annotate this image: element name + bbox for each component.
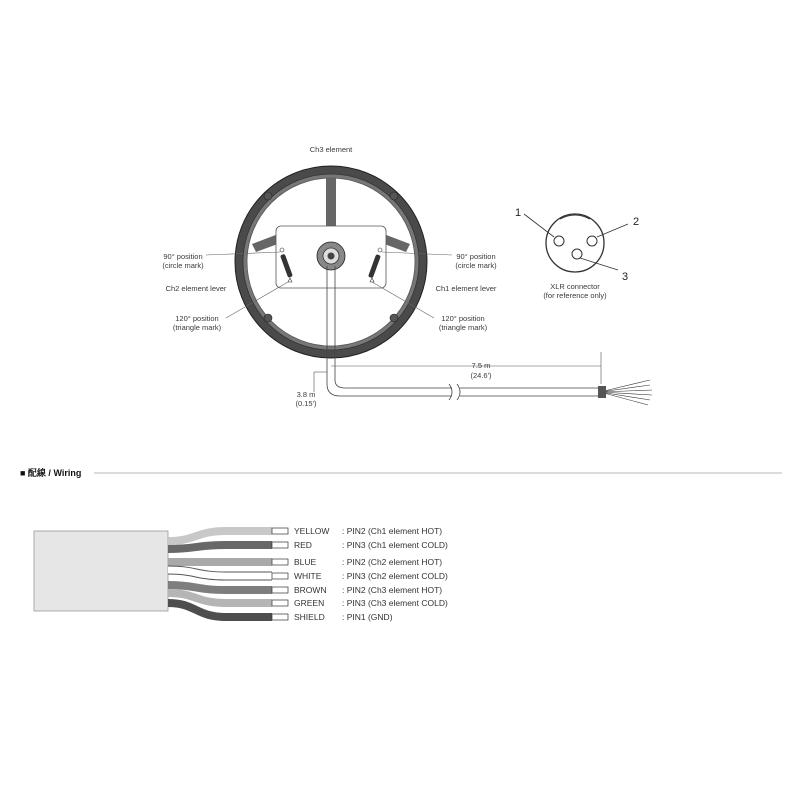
- xlr-caption: XLR connector: [550, 282, 600, 291]
- ch1-lever-label: Ch1 element lever: [435, 284, 497, 293]
- wire-red: [168, 540, 448, 550]
- screw-icon: [264, 192, 272, 200]
- cable-jacket: [34, 531, 168, 611]
- xlr-connector: [524, 214, 628, 272]
- xlr-pin-2-label: 2: [632, 216, 640, 228]
- wire-brown: [168, 585, 442, 595]
- left-triangle-mark-label: (triangle mark): [172, 323, 222, 332]
- right-120-position-label: 120° position: [441, 314, 485, 323]
- wire-color-label: WHITE: [294, 571, 322, 581]
- screw-icon: [390, 314, 398, 322]
- wire-color-label: BROWN: [294, 585, 327, 595]
- wire-color-label: BLUE: [294, 557, 317, 567]
- xlr-pin-3-icon: [572, 249, 582, 259]
- wire-blue: [168, 557, 442, 567]
- dimension-7-5m: 7.5 m: [471, 361, 491, 370]
- xlr-pin-2-icon: [587, 236, 597, 246]
- dimension-0-15ft: (0.15'): [295, 399, 317, 408]
- wire-pin-label: : PIN3 (Ch1 element COLD): [342, 540, 448, 550]
- dimension-3-8m: 3.8 m: [296, 390, 316, 399]
- wire-pin-label: : PIN3 (Ch2 element COLD): [342, 571, 448, 581]
- microphone-back-view: [235, 166, 427, 358]
- left-120-position-label: 120° position: [175, 314, 219, 323]
- wire-pin-label: : PIN2 (Ch2 element HOT): [342, 557, 443, 567]
- wire-green: [168, 593, 448, 608]
- left-90-position-label: 90° position: [163, 252, 203, 261]
- ch3-element-label: Ch3 element: [309, 145, 353, 154]
- xlr-pin-3-label: 3: [621, 271, 629, 283]
- wire-color-label: GREEN: [294, 598, 325, 608]
- ch2-lever-label: Ch2 element lever: [165, 284, 227, 293]
- wire-color-label: SHIELD: [294, 612, 325, 622]
- wire-white: [168, 570, 448, 581]
- left-circle-mark-label: (circle mark): [162, 261, 204, 270]
- screw-icon: [390, 192, 398, 200]
- wire-pin-label: : PIN2 (Ch3 element HOT): [342, 585, 443, 595]
- cable-wire-ends: [598, 380, 652, 405]
- right-circle-mark-label: (circle mark): [455, 261, 497, 270]
- right-90-position-label: 90° position: [456, 252, 496, 261]
- wire-yellow: [168, 526, 442, 541]
- xlr-caption-note: (for reference only): [543, 291, 607, 300]
- wire-pin-label: : PIN1 (GND): [342, 612, 393, 622]
- mic-rib-top: [326, 178, 336, 230]
- wire-color-label: RED: [294, 540, 312, 550]
- wire-pin-label: : PIN2 (Ch1 element HOT): [342, 526, 443, 536]
- wire-color-label: YELLOW: [294, 526, 330, 536]
- dimension-lines: [314, 352, 601, 392]
- xlr-pin-1-label: 1: [514, 207, 522, 219]
- cable-gland-core: [328, 253, 335, 260]
- dimension-24-6ft: (24.6'): [470, 371, 492, 380]
- screw-icon: [264, 314, 272, 322]
- right-triangle-mark-label: (triangle mark): [438, 323, 488, 332]
- xlr-pin-1-icon: [554, 236, 564, 246]
- wire-pin-label: : PIN3 (Ch3 element COLD): [342, 598, 448, 608]
- wiring-section-title: ■ 配線 / Wiring: [20, 468, 82, 478]
- wires-layer: [168, 526, 448, 622]
